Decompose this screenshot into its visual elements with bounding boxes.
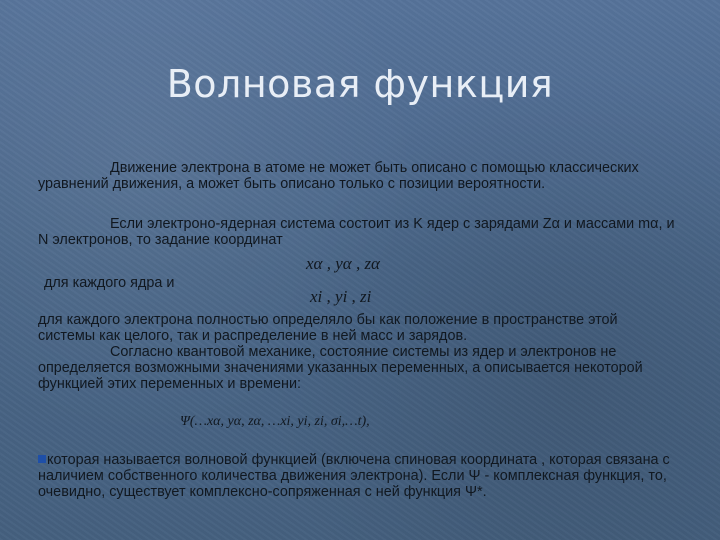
label-nucleus: для каждого ядра и xyxy=(44,275,175,291)
paragraph-electron: для каждого электрона полностью определяло бы как положение в пространстве этой системы как целого, так и распределение в ней масс и зарядов. xyxy=(38,312,618,344)
slide-title: Волновая функция xyxy=(166,62,554,106)
bullet-square-icon xyxy=(38,455,46,463)
wave-function-formula: Ψ(…xα, yα, zα, …xi, yi, zi, σi,…t), xyxy=(180,414,370,429)
paragraph-system: Если электроно-ядерная система состоит из K ядер с зарядами Zα и массами mα, и N электронов, то задание координат xyxy=(38,216,675,248)
paragraph-wave-function xyxy=(38,452,678,500)
paragraph-wave-function-text: которая называется волновой функцией (включена спиновая координата , которая связана с наличием собственного количества движения электрона). Если Ψ - комплексная функция, то, очевидно, существует комплексно-сопряженная с ней функция Ψ*. xyxy=(38,452,670,500)
nucleus-coordinates: xα , yα , zα xyxy=(306,254,380,273)
electron-coordinates: xi , yi , zi xyxy=(310,287,372,306)
paragraph-intro: Движение электрона в атоме не может быть описано с помощью классических уравнений движения, а может быть описано только с позиции вероятности. xyxy=(38,160,639,192)
paragraph-quantum: Согласно квантовой механике, состояние системы из ядер и электронов не определяется возможными значениями указанных переменных, а описывается некоторой функцией этих переменных и времени: xyxy=(38,344,643,392)
